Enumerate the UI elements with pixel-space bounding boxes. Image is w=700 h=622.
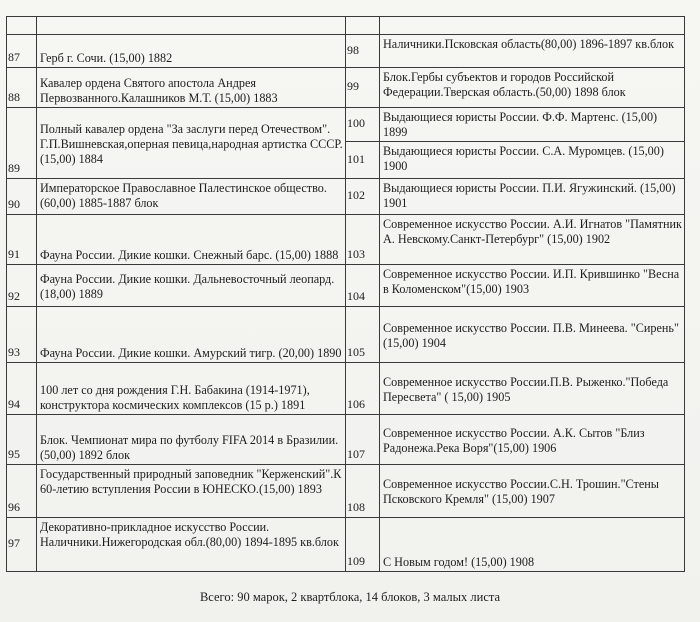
row-number: 103 <box>346 215 380 265</box>
stamp-description <box>37 17 346 35</box>
row-number: 101 <box>346 142 380 179</box>
row-number: 108 <box>346 465 380 518</box>
stamp-description: Современное искусство России. И.П. Крившинко "Весна в Коломенском"(15,00) 1903 <box>380 265 685 307</box>
stamp-description: Блок.Гербы субъектов и городов Российской Федерации.Тверская область.(50,00) 1898 блок <box>380 68 685 108</box>
row-number: 90 <box>7 179 37 215</box>
stamp-description: Фауна России. Дикие кошки. Амурский тигр. (20,00) 1890 <box>37 307 346 363</box>
row-number: 96 <box>7 465 37 518</box>
row-number: 94 <box>7 363 37 415</box>
row-number: 107 <box>346 415 380 465</box>
stamp-description: Современное искусство России.С.Н. Трошин."Стены Псковского Кремля" (15,00) 1907 <box>380 465 685 518</box>
stamp-description: Выдающиеся юристы России. Ф.Ф. Мартенс. (15,00) 1899 <box>380 108 685 142</box>
row-number: 87 <box>7 35 37 68</box>
row-number: 91 <box>7 215 37 265</box>
table-row <box>7 17 346 35</box>
table-row <box>346 108 685 142</box>
stamp-description: Современное искусство России. П.В. Минеева. "Сирень" (15,00) 1904 <box>380 307 685 363</box>
table-row <box>346 35 685 68</box>
stamp-description: Наличники.Псковская область(80,00) 1896-1897 кв.блок <box>380 35 685 68</box>
table-row <box>346 68 685 108</box>
stamp-description: Фауна России. Дикие кошки. Снежный барс. (15,00) 1888 <box>37 215 346 265</box>
stamp-description: Герб г. Сочи. (15,00) 1882 <box>37 35 346 68</box>
stamp-description: Блок. Чемпионат мира по футболу FIFA 2014 в Бразилии. (50,00) 1892 блок <box>37 415 346 465</box>
summary-total: Всего: 90 марок, 2 квартблока, 14 блоков, 3 малых листа <box>199 590 501 604</box>
row-number: 104 <box>346 265 380 307</box>
stamp-description: Выдающиеся юристы России. С.А. Муромцев. (15,00) 1900 <box>380 142 685 179</box>
table-row <box>7 307 346 363</box>
table-row <box>7 363 346 415</box>
row-number: 95 <box>7 415 37 465</box>
row-number: 92 <box>7 265 37 307</box>
row-number: 88 <box>7 68 37 108</box>
row-number <box>346 17 380 35</box>
right-stamp-table <box>345 16 685 572</box>
stamp-description: С Новым годом! (15,00) 1908 <box>380 518 685 572</box>
left-stamp-table <box>6 16 346 572</box>
table-row <box>346 179 685 215</box>
stamp-description: Декоративно-прикладное искусство России. Наличники.Нижегородская обл.(80,00) 1894-1895 кв.блок <box>37 518 346 572</box>
row-number: 106 <box>346 363 380 415</box>
table-row <box>7 179 346 215</box>
table-row <box>7 415 346 465</box>
row-number: 99 <box>346 68 380 108</box>
row-number <box>7 17 37 35</box>
stamp-description: Императорское Православное Палестинское общество. (60,00) 1885-1887 блок <box>37 179 346 215</box>
stamp-description: Современное искусство России. А.К. Сытов "Близ Радонежа.Река Воря"(15,00) 1906 <box>380 415 685 465</box>
stamp-description: Полный кавалер ордена "За заслуги перед Отечеством". Г.П.Вишневская,оперная певица,народная артистка СССР.(15,00) 1884 <box>37 108 346 179</box>
row-number: 89 <box>7 108 37 179</box>
row-number: 102 <box>346 179 380 215</box>
stamp-description: 100 лет со дня рождения Г.Н. Бабакина (1914-1971), конструктора космических комплексов (15 р.) 1891 <box>37 363 346 415</box>
table-row <box>346 518 685 572</box>
table-row <box>346 307 685 363</box>
row-number: 98 <box>346 35 380 68</box>
table-row <box>7 68 346 108</box>
table-row <box>346 215 685 265</box>
table-row <box>346 465 685 518</box>
stamp-description <box>380 17 685 35</box>
table-row <box>346 363 685 415</box>
stamp-description: Фауна России. Дикие кошки. Дальневосточный леопард. (18,00) 1889 <box>37 265 346 307</box>
table-row <box>7 35 346 68</box>
stamp-description: Государственный природный заповедник "Керженский".К 60-летию вступления России в ЮНЕСКО.(15,00) 1893 <box>37 465 346 518</box>
table-row <box>346 415 685 465</box>
table-row <box>7 265 346 307</box>
table-row <box>346 17 685 35</box>
stamp-description: Кавалер ордена Святого апостола Андрея Первозванного.Калашников М.Т. (15,00) 1883 <box>37 68 346 108</box>
row-number: 105 <box>346 307 380 363</box>
table-row <box>7 465 346 518</box>
row-number: 97 <box>7 518 37 572</box>
stamp-description: Выдающиеся юристы России. П.И. Ягужинский. (15,00) 1901 <box>380 179 685 215</box>
row-number: 100 <box>346 108 380 142</box>
table-row <box>346 265 685 307</box>
table-row <box>346 142 685 179</box>
stamp-description: Современное искусство России.П.В. Рыженко."Победа Пересвета" ( 15,00) 1905 <box>380 363 685 415</box>
table-row <box>7 518 346 572</box>
table-row <box>7 215 346 265</box>
stamp-description: Современное искусство России. А.И. Игнатов "Памятник А. Невскому.Санкт-Петербург" (15,00) 1902 <box>380 215 685 265</box>
row-number: 109 <box>346 518 380 572</box>
row-number: 93 <box>7 307 37 363</box>
table-row <box>7 108 346 179</box>
